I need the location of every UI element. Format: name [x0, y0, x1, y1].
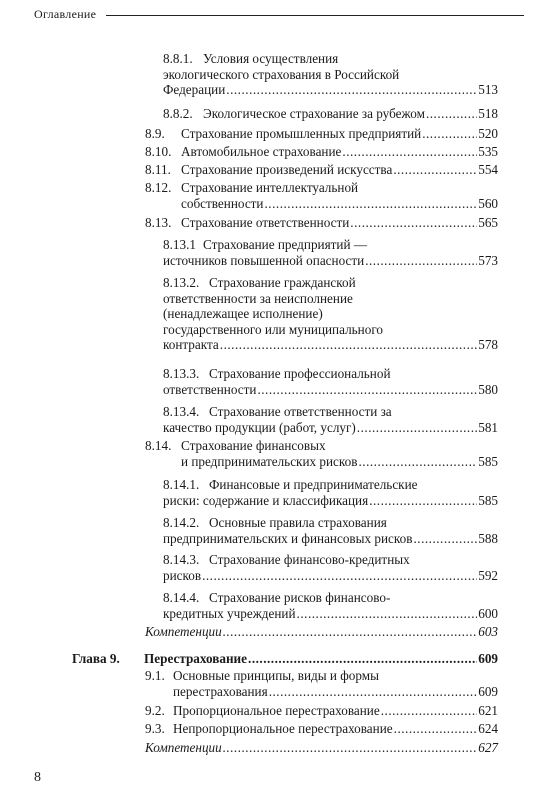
toc-entry-title: ответственности — [163, 381, 257, 397]
toc-page-number: 573 — [478, 252, 498, 268]
toc-page-number: 585 — [478, 492, 498, 508]
toc-entry-number: 8.14.2. — [163, 515, 200, 530]
toc-entry-number: 9.3. — [145, 721, 165, 736]
toc-entry-number: 8.13.1 — [163, 237, 196, 252]
dot-leader — [413, 531, 477, 547]
toc-entry-title: Страхование промышленных предприятий — [181, 126, 422, 141]
toc-entry — [145, 438, 498, 469]
toc-page-number: 600 — [478, 605, 498, 621]
toc-entry-title: Страхование произведений искусства — [181, 162, 393, 177]
toc-entry — [163, 275, 498, 353]
toc-entry — [163, 51, 498, 98]
toc-page-number: 535 — [478, 144, 498, 159]
toc-page-number: 578 — [478, 337, 498, 352]
toc-entry — [145, 180, 498, 211]
toc-page-number: 513 — [478, 82, 498, 97]
toc-entry-title: Страхование гражданской — [209, 275, 356, 290]
toc-entry-title: государственного или муниципального — [163, 321, 384, 337]
toc-page-number: 560 — [478, 195, 498, 211]
toc-page-number: 621 — [478, 703, 498, 718]
toc-entry-number: 8.13.4. — [163, 404, 200, 419]
dot-leader — [422, 126, 477, 142]
toc-entry — [163, 477, 498, 508]
toc-entry-title: ответственности за неисполнение — [163, 290, 353, 306]
toc-entry-title: Страхование финансовых — [181, 438, 326, 453]
toc-page-number: 585 — [478, 453, 498, 469]
toc-entry-number: 8.9. — [145, 126, 165, 141]
toc-page-number: 588 — [478, 530, 498, 546]
toc-entry-title: Страхование предприятий — — [203, 237, 368, 252]
toc-page-number: 581 — [478, 419, 498, 435]
toc-entry-number: 8.13.2. — [163, 275, 200, 290]
dot-leader — [269, 684, 478, 700]
running-header-title: Оглавление — [34, 7, 97, 21]
toc-entry-number: 8.14.1. — [163, 477, 200, 492]
toc-entry-title: кредитных учреждений — [163, 605, 296, 621]
dot-leader — [365, 253, 477, 269]
toc-entry-title: Компетенции — [145, 624, 222, 639]
toc-entry — [163, 552, 498, 583]
toc-entry-title: Страхование финансово-кредитных — [209, 552, 410, 567]
dot-leader — [426, 106, 477, 122]
toc-entry-title: риски: содержание и классификация — [163, 492, 369, 508]
toc-page-number: 609 — [478, 683, 498, 699]
toc-entry — [145, 721, 498, 737]
toc-entry-title: Страхование ответственности за — [209, 404, 392, 419]
toc-page-number: 627 — [478, 740, 498, 755]
toc-entry-number: 8.11. — [145, 162, 171, 177]
toc-entry-title: предпринимательских и финансовых рисков — [163, 530, 413, 546]
toc-page-number: 609 — [478, 651, 498, 666]
toc-entry-number: 8.8.2. — [163, 106, 193, 121]
toc-entry-title: и предпринимательских рисков — [181, 453, 358, 469]
toc-entry — [145, 126, 498, 142]
dot-leader — [257, 382, 477, 398]
toc-entry-title: Федерации — [163, 82, 226, 97]
toc-entry-title: Перестрахование — [144, 651, 248, 666]
toc-entry-title: экологического страхования в Российской — [163, 66, 400, 82]
header-rule — [106, 15, 524, 16]
toc-entry-title: Автомобильное страхование — [181, 144, 342, 159]
toc-entry-number: 9.2. — [145, 703, 165, 718]
toc-entry-title: Непропорциональное перестрахование — [173, 721, 393, 736]
toc-entry-number: 8.14.3. — [163, 552, 200, 567]
dot-leader — [369, 493, 477, 509]
toc-entry-title: Основные правила страхования — [209, 515, 387, 530]
toc-entry-title: Страхование ответственности — [181, 215, 350, 230]
toc-page-number: 520 — [478, 126, 498, 141]
dot-leader — [358, 454, 477, 470]
toc-entry — [163, 106, 498, 122]
dot-leader — [223, 624, 477, 640]
toc-entry-title: Экологическое страхование за рубежом — [203, 106, 425, 121]
toc-entry-title: качество продукции (работ, услуг) — [163, 419, 356, 435]
toc-entry — [163, 590, 498, 621]
toc-entry-title: источников повышенной опасности — [163, 252, 365, 268]
toc-entry — [145, 162, 498, 178]
toc-page-number: 518 — [478, 106, 498, 121]
toc-entry — [163, 366, 498, 397]
toc-entry-title: контракта — [163, 337, 219, 352]
toc-entry-number: Глава 9. — [72, 651, 120, 666]
toc-entry-number: 8.10. — [145, 144, 172, 159]
toc-entry-number: 8.13. — [145, 215, 172, 230]
toc-entry — [72, 651, 498, 667]
page-number: 8 — [34, 770, 41, 785]
dot-leader — [248, 651, 477, 667]
dot-leader — [297, 606, 478, 622]
toc-entry-number: 8.14.4. — [163, 590, 200, 605]
dot-leader — [226, 82, 477, 98]
toc-entry-number: 8.13.3. — [163, 366, 200, 381]
toc-entry — [163, 237, 498, 268]
toc-entry-number: 9.1. — [145, 668, 165, 683]
toc-page-number: 603 — [478, 624, 498, 639]
toc-entry-title: рисков — [163, 567, 202, 583]
toc-entry-number: 8.14. — [145, 438, 172, 453]
toc-entry-title: (ненадлежащее исполнение) — [163, 306, 323, 321]
toc-page-number: 580 — [478, 381, 498, 397]
toc-entry-title: Страхование рисков финансово- — [209, 590, 391, 605]
toc-entry — [145, 144, 498, 160]
toc-entry — [145, 703, 498, 719]
toc-entry-title: Условия осуществления — [203, 51, 339, 66]
toc-entry-title: Основные принципы, виды и формы — [173, 668, 379, 683]
dot-leader — [381, 703, 478, 719]
dot-leader — [394, 721, 478, 737]
toc-entry — [145, 668, 498, 699]
dot-leader — [202, 568, 477, 584]
toc-entry-title: Пропорциональное перестрахование — [173, 703, 380, 718]
toc-entry — [163, 404, 498, 435]
toc-page-number: 624 — [478, 721, 498, 736]
toc-entry — [145, 624, 498, 640]
toc-page-number: 554 — [478, 162, 498, 177]
toc-entry-title: Страхование интеллектуальной — [181, 180, 359, 195]
dot-leader — [393, 162, 477, 178]
toc-entry — [145, 740, 498, 756]
toc-entry-number: 8.12. — [145, 180, 172, 195]
dot-leader — [350, 215, 477, 231]
toc-entry-title: Компетенции — [145, 740, 222, 755]
toc-entry-title: Финансовые и предпринимательские — [209, 477, 418, 492]
dot-leader — [220, 337, 477, 353]
toc-page-number: 565 — [478, 215, 498, 230]
dot-leader — [265, 196, 478, 212]
toc-entry-title: перестрахования — [173, 683, 268, 699]
dot-leader — [342, 144, 477, 160]
toc-entry-title: Страхование профессиональной — [209, 366, 391, 381]
toc-entry — [145, 215, 498, 231]
dot-leader — [357, 420, 477, 436]
toc-entry — [163, 515, 498, 546]
toc-page-number: 592 — [478, 567, 498, 583]
dot-leader — [223, 740, 477, 756]
toc-entry-number: 8.8.1. — [163, 51, 193, 66]
toc-entry-title: собственности — [181, 195, 264, 211]
